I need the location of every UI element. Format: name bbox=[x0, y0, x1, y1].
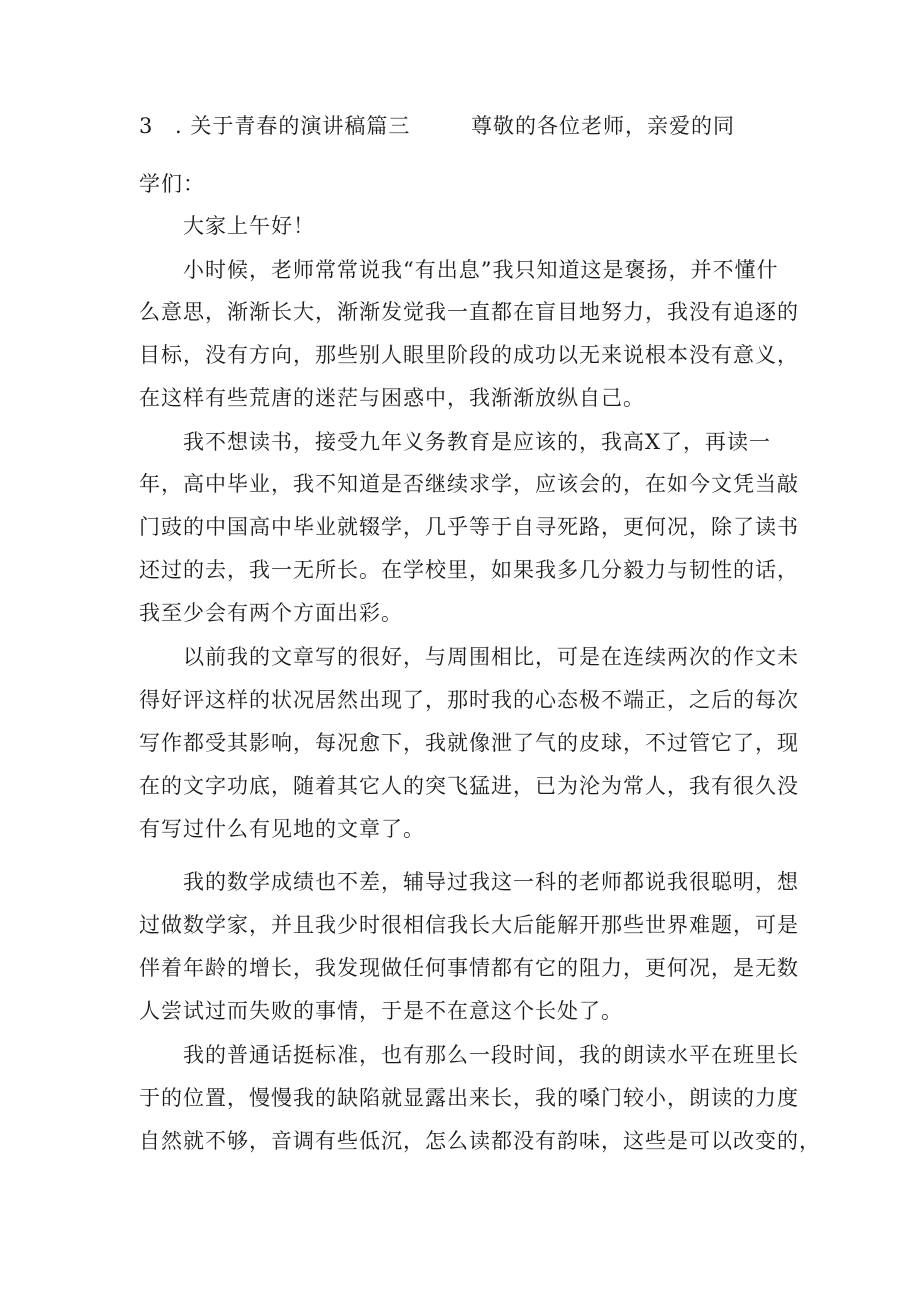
paragraph-line: 人尝试过而失败的事情，于是不在意这个长处了。 bbox=[139, 999, 623, 1023]
paragraph-line: 写作都受其影响，每况愈下，我就像泄了气的皮球，不过管它了，现 bbox=[139, 731, 799, 755]
paragraph-line: 自然就不够，音调有些低沉，怎么读都没有韵味，这些是可以改变的， bbox=[139, 1129, 821, 1153]
paragraph-line: 在这样有些荒唐的迷茫与困惑中，我渐渐放纵自己。 bbox=[139, 386, 645, 410]
paragraph-line: 我的数学成绩也不差，辅导过我这一科的老师都说我很聪明，想 bbox=[183, 870, 799, 894]
paragraph-line: 得好评这样的状况居然出现了，那时我的心态极不端正，之后的每次 bbox=[139, 688, 799, 712]
section-title: . 关于青春的演讲稿篇三 bbox=[175, 114, 411, 138]
salutation-end: 学们： bbox=[139, 172, 205, 196]
paragraph-line: 目标，没有方向，那些别人眼里阶段的成功以无来说根本没有意义， bbox=[139, 343, 799, 367]
paragraph-line: 伴着年龄的增长，我发现做任何事情都有它的阻力，更何况，是无数 bbox=[139, 956, 799, 980]
paragraph-line: 有写过什么有见地的文章了。 bbox=[139, 817, 425, 841]
section-number: 3 bbox=[139, 114, 153, 138]
salutation-start: 尊敬的各位老师，亲爱的同 bbox=[471, 114, 735, 138]
paragraph-line: 在的文字功底，随着其它人的突飞猛进，已为沦为常人，我有很久没 bbox=[139, 774, 799, 798]
paragraph-line: 门豉的中国高中毕业就辍学，几乎等于自寻死路，更何况，除了读书 bbox=[139, 515, 799, 539]
greeting-line: 大家上午好！ bbox=[183, 214, 315, 238]
paragraph-line: 么意思，渐渐长大，渐渐发觉我一直都在盲目地努力，我没有追逐的 bbox=[139, 300, 799, 324]
paragraph-line: 我的普通话挺标准，也有那么一段时间，我的朗读水平在班里长 bbox=[183, 1043, 799, 1067]
paragraph-line: 还过的去，我一无所长。在学校里，如果我多几分毅力与韧性的话， bbox=[139, 558, 799, 582]
paragraph-line: 我不想读书，接受九年义务教育是应该的，我高Ⅹ了，再读一 bbox=[183, 430, 771, 454]
paragraph-line: 小时候，老师常常说我“有出息”我只知道这是褒扬，并不懂什 bbox=[183, 258, 779, 282]
paragraph-line: 于的位置，慢慢我的缺陷就显露出来长，我的嗓门较小，朗读的力度 bbox=[139, 1086, 799, 1110]
paragraph-line: 过做数学家，并且我少时很相信我长大后能解开那些世界难题，可是 bbox=[139, 913, 799, 937]
paragraph-line: 以前我的文章写的很好，与周围相比，可是在连续两次的作文未 bbox=[183, 645, 799, 669]
paragraph-line: 我至少会有两个方面出彩。 bbox=[139, 601, 403, 625]
paragraph-line: 年，高中毕业，我不知道是否继续求学，应该会的，在如今文凭当敲 bbox=[139, 472, 799, 496]
